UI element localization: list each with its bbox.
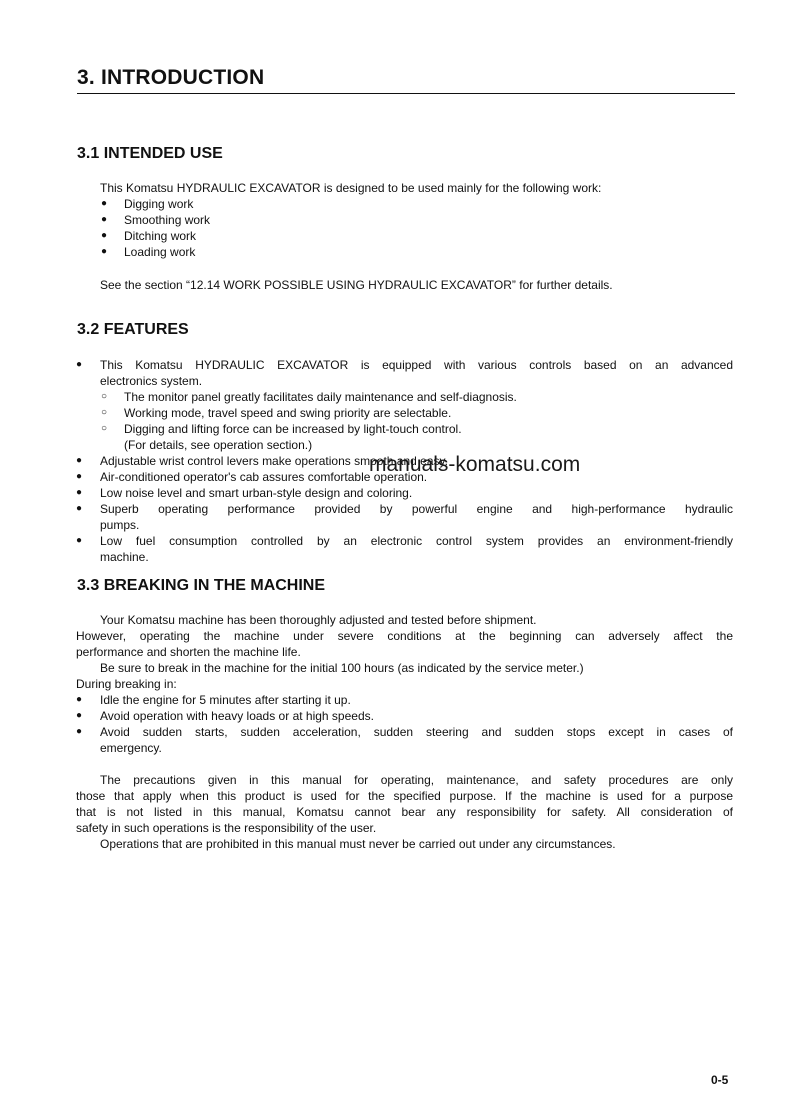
- bullet-icon: ●: [101, 246, 108, 257]
- chapter-divider: [77, 93, 735, 94]
- bullet-icon: ●: [101, 198, 108, 209]
- feature-text: Adjustable wrist control levers make operations smooth and easy.: [100, 454, 448, 468]
- bullet-icon: ●: [101, 230, 108, 241]
- bullet-icon: ●: [76, 503, 83, 514]
- feature-text: Air-conditioned operator's cab assures comfortable operation.: [100, 470, 428, 484]
- list-item: Avoid operation with heavy loads or at high speeds.: [100, 709, 374, 723]
- feature-subitem: Working mode, travel speed and swing priority are selectable.: [124, 406, 452, 420]
- feature-text: electronics system.: [100, 374, 203, 388]
- bullet-icon: ●: [76, 359, 83, 370]
- bullet-icon: ●: [76, 535, 83, 546]
- paragraph: those that apply when this product is used for the specified purpose. If the machine is used for a purpose: [76, 789, 733, 803]
- chapter-title: 3. INTRODUCTION: [77, 66, 265, 89]
- feature-subitem: The monitor panel greatly facilitates daily maintenance and self-diagnosis.: [124, 390, 517, 404]
- list-item: Smoothing work: [124, 213, 211, 227]
- section-title-intended-use: 3.1 INTENDED USE: [77, 145, 223, 162]
- section-reference: See the section “12.14 WORK POSSIBLE USING HYDRAULIC EXCAVATOR” for further details.: [100, 278, 613, 292]
- bullet-icon: ●: [76, 710, 83, 721]
- paragraph: During breaking in:: [76, 677, 177, 691]
- feature-text: Low noise level and smart urban-style design and coloring.: [100, 486, 413, 500]
- paragraph: that is not listed in this manual, Komatsu cannot bear any responsibility for safety. All consideration of: [76, 805, 733, 819]
- feature-text: This Komatsu HYDRAULIC EXCAVATOR is equipped with various controls based on an advanced: [100, 358, 733, 372]
- paragraph: However, operating the machine under severe conditions at the beginning can adversely affect the: [76, 629, 733, 643]
- list-item: Digging work: [124, 197, 194, 211]
- feature-text: Low fuel consumption controlled by an electronic control system provides an environment-friendly: [100, 534, 733, 548]
- list-item: emergency.: [100, 741, 162, 755]
- feature-subitem: (For details, see operation section.): [124, 438, 313, 452]
- bullet-icon: ●: [76, 471, 83, 482]
- bullet-icon: ●: [76, 694, 83, 705]
- paragraph: Operations that are prohibited in this manual must never be carried out under any circumstances.: [100, 837, 616, 851]
- bullet-icon: ●: [76, 726, 83, 737]
- intended-use-intro: This Komatsu HYDRAULIC EXCAVATOR is designed to be used mainly for the following work:: [100, 181, 602, 195]
- paragraph: performance and shorten the machine life.: [76, 645, 301, 659]
- watermark: manuals-komatsu.com: [369, 453, 581, 476]
- bullet-icon: ●: [101, 214, 108, 225]
- feature-subitem: Digging and lifting force can be increased by light-touch control.: [124, 422, 462, 436]
- circle-bullet-icon: ○: [101, 407, 108, 418]
- page-number: 0-5: [711, 1073, 729, 1087]
- circle-bullet-icon: ○: [101, 423, 108, 434]
- feature-text: pumps.: [100, 518, 140, 532]
- paragraph: Be sure to break in the machine for the initial 100 hours (as indicated by the service meter.): [100, 661, 584, 675]
- bullet-icon: ●: [76, 455, 83, 466]
- paragraph: safety in such operations is the responsibility of the user.: [76, 821, 377, 835]
- list-item: Ditching work: [124, 229, 197, 243]
- section-title-features: 3.2 FEATURES: [77, 321, 189, 338]
- circle-bullet-icon: ○: [101, 391, 108, 402]
- list-item: Loading work: [124, 245, 196, 259]
- paragraph: Your Komatsu machine has been thoroughly adjusted and tested before shipment.: [100, 613, 537, 627]
- feature-text: Superb operating performance provided by powerful engine and high-performance hydraulic: [100, 502, 733, 516]
- list-item: Avoid sudden starts, sudden acceleration, sudden steering and sudden stops except in cases of: [100, 725, 733, 739]
- feature-text: machine.: [100, 550, 149, 564]
- list-item: Idle the engine for 5 minutes after starting it up.: [100, 693, 351, 707]
- section-title-breaking-in: 3.3 BREAKING IN THE MACHINE: [77, 577, 326, 594]
- paragraph: The precautions given in this manual for operating, maintenance, and safety procedures are only: [100, 773, 733, 787]
- bullet-icon: ●: [76, 487, 83, 498]
